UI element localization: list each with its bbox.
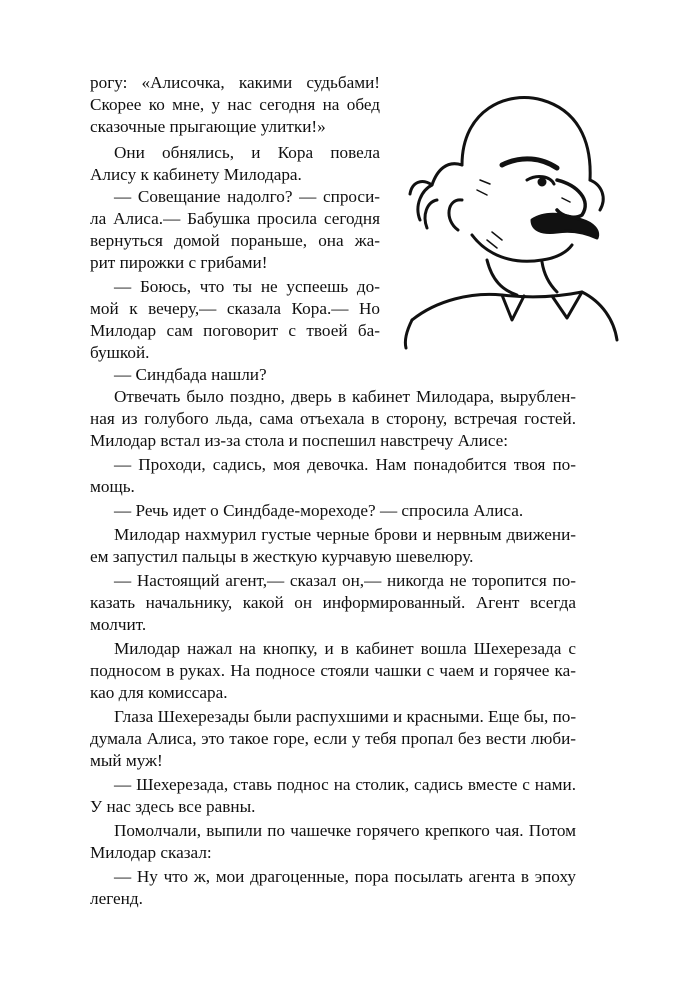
text-line: — Боюсь, что ты не успеешь до-	[114, 277, 380, 296]
text-line: сказочные прыгающие улитки!»	[90, 117, 326, 136]
text-line: Милодар сказал:	[90, 843, 212, 862]
text-line: — Шехерезада, ставь поднос на столик, садись вместе с нами.	[114, 775, 576, 794]
text-line: У нас здесь все равны.	[90, 797, 256, 816]
text-line: Глаза Шехерезады были распухшими и красными. Еще бы, по-	[114, 707, 577, 726]
text-line: подносом в руках. На подносе стояли чашки с чаем и горячее ка-	[90, 661, 576, 680]
text-line: Милодар нажал на кнопку, и в кабинет вошла Шехерезада с	[114, 639, 576, 658]
text-line: думала Алиса, это такое горе, если у тебя пропал без вести люби-	[90, 729, 576, 748]
text-line: — Ну что ж, мои драгоценные, пора посылать агента в эпоху	[114, 867, 576, 886]
text-line: легенд.	[90, 889, 143, 908]
text-line: Помолчали, выпили по чашечке горячего крепкого чая. Потом	[114, 821, 576, 840]
text-line: — Речь идет о Синдбаде-мореходе? — спросила Алиса.	[114, 501, 524, 520]
text-line: — Совещание надолго? — спроси-	[114, 187, 380, 206]
text-line: — Настоящий агент,— сказал он,— никогда не торопится по-	[114, 571, 576, 590]
text-line: Милодар нахмурил густые черные брови и нервным движени-	[114, 525, 576, 544]
text-line: Милодар встал из-за стола и поспешил навстречу Алисе:	[90, 431, 509, 450]
text-line: — Синдбада нашли?	[114, 365, 267, 384]
text-line: ла Алиса.— Бабушка просила сегодня	[90, 209, 380, 228]
text-line: Они обнялись, и Кора повела	[114, 143, 380, 162]
text-line: ем запустил пальцы в жесткую курчавую шевелюру.	[90, 547, 474, 566]
text-line: рит пирожки с грибами!	[90, 253, 268, 272]
text-line: вернуться домой пораньше, она жа-	[90, 231, 380, 250]
text-line: ная из голубого льда, сама отъехала в сторону, встречая гостей.	[90, 409, 576, 428]
text-line: мой к вечеру,— сказала Кора.— Но	[90, 299, 380, 318]
text-line: Скорее ко мне, у нас сегодня на обед	[90, 95, 380, 114]
text-line: Отвечать было поздно, дверь в кабинет Милодара, вырублен-	[114, 387, 576, 406]
text-line: мощь.	[90, 477, 135, 496]
text-line: казать начальнику, какой он информированный. Агент всегда	[90, 593, 576, 612]
text-line: бушкой.	[90, 343, 150, 362]
text-line: — Проходи, садись, моя девочка. Нам понадобится твоя по-	[114, 455, 576, 474]
text-line: молчит.	[90, 615, 147, 634]
text-line: Алису к кабинету Милодара.	[90, 165, 302, 184]
text-line: рогу: «Алисочка, какими судьбами!	[90, 73, 380, 92]
text-line: као для комиссара.	[90, 683, 228, 702]
text-line: мый муж!	[90, 751, 163, 770]
text-line: Милодар сам поговорит с твоей ба-	[90, 321, 380, 340]
milodar-portrait-icon	[392, 70, 622, 350]
